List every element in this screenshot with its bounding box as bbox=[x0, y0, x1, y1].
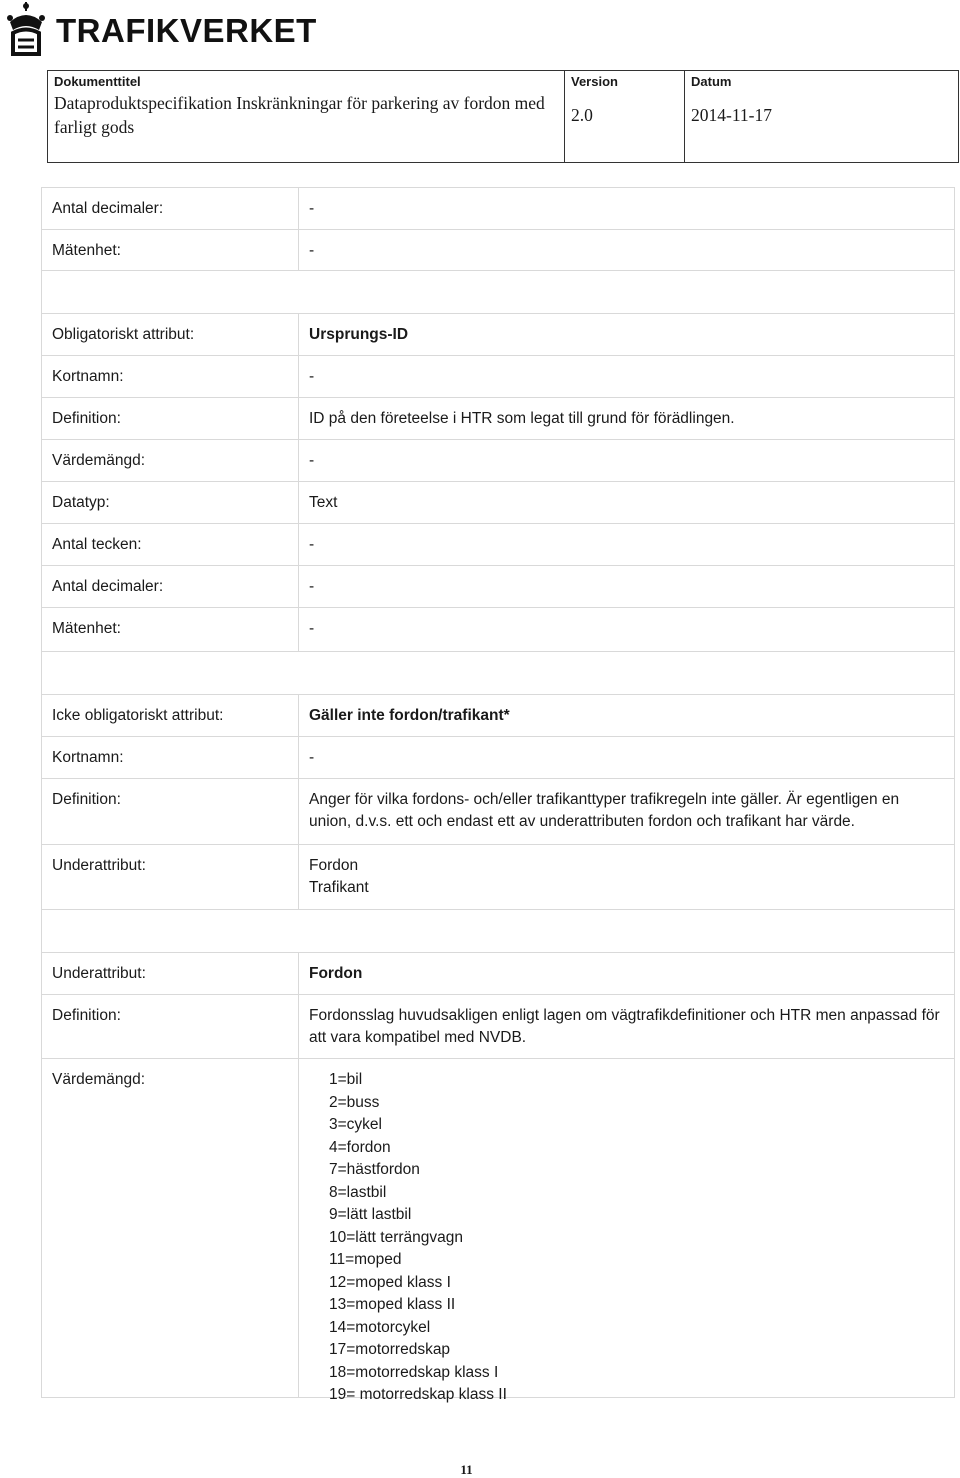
attribute-key: Kortnamn: bbox=[41, 355, 298, 397]
attribute-row bbox=[41, 736, 955, 778]
list-item: 3=cykel bbox=[329, 1116, 382, 1133]
attribute-key: Definition: bbox=[41, 397, 298, 439]
subattribute-fordon: Fordon bbox=[309, 857, 359, 874]
attribute-value: - bbox=[298, 565, 955, 607]
attribute-value bbox=[298, 844, 955, 910]
list-item: 18=motorredskap klass I bbox=[329, 1363, 499, 1381]
attribute-row bbox=[41, 1058, 955, 1403]
attribute-row bbox=[41, 439, 955, 481]
doc-title-cell bbox=[48, 71, 565, 162]
list-item: 11=moped bbox=[329, 1251, 402, 1268]
attribute-value: Text bbox=[298, 481, 955, 523]
attribute-key: Antal decimaler: bbox=[41, 187, 298, 229]
subattribute-trafikant: Trafikant bbox=[309, 879, 369, 896]
attribute-row bbox=[41, 565, 955, 607]
attribute-key: Värdemängd: bbox=[41, 439, 298, 481]
version-value: 2.0 bbox=[571, 105, 593, 125]
doc-title-label: Dokumenttitel bbox=[54, 74, 141, 89]
attribute-value: - bbox=[298, 229, 955, 271]
attribute-key: Antal tecken: bbox=[41, 523, 298, 565]
list-item: 19= motorredskap klass II bbox=[329, 1386, 507, 1403]
list-item: 10=lätt terrängvagn bbox=[329, 1228, 463, 1246]
list-item: 1=bil bbox=[329, 1071, 363, 1088]
date-value: 2014-11-17 bbox=[691, 105, 773, 125]
attribute-value: - bbox=[298, 736, 955, 778]
attribute-row bbox=[41, 607, 955, 652]
list-item: 14=motorcykel bbox=[329, 1318, 431, 1336]
attribute-row bbox=[41, 355, 955, 397]
attribute-key: Datatyp: bbox=[41, 481, 298, 523]
value-range-list bbox=[298, 1058, 955, 1403]
attribute-value: - bbox=[298, 355, 955, 397]
attribute-key: Mätenhet: bbox=[41, 229, 298, 271]
list-item: 13=moped klass II bbox=[329, 1296, 456, 1313]
attribute-row bbox=[41, 523, 955, 565]
attribute-key: Underattribut: bbox=[41, 844, 298, 910]
attribute-row bbox=[41, 187, 955, 229]
list-item: 2=buss bbox=[329, 1093, 380, 1111]
attribute-name: Ursprungs-ID bbox=[298, 313, 955, 355]
attribute-value: - bbox=[298, 607, 955, 652]
attribute-key: Värdemängd: bbox=[41, 1058, 298, 1398]
attribute-row bbox=[41, 313, 955, 355]
attribute-value: - bbox=[298, 439, 955, 481]
doc-title-value: Dataproduktspecifikation Inskränkningar för parkering av fordon med farligt gods bbox=[54, 93, 545, 137]
spacer-row bbox=[41, 271, 955, 313]
document-header-table bbox=[47, 70, 959, 163]
attribute-key: Obligatoriskt attribut: bbox=[41, 313, 298, 355]
attribute-row bbox=[41, 397, 955, 439]
trafikverket-logo bbox=[4, 0, 317, 56]
page-number: 11 bbox=[460, 1462, 473, 1477]
attribute-key: Definition: bbox=[41, 778, 298, 844]
list-item: 12=moped klass I bbox=[329, 1273, 451, 1291]
attribute-value: - bbox=[298, 187, 955, 229]
logo-text: TRAFIKVERKET bbox=[56, 12, 317, 49]
list-item: 17=motorredskap bbox=[329, 1341, 451, 1358]
attribute-row bbox=[41, 994, 955, 1058]
list-item: 9=lätt lastbil bbox=[329, 1206, 412, 1223]
spacer-row bbox=[41, 910, 955, 952]
attribute-row bbox=[41, 952, 955, 994]
attribute-row bbox=[41, 694, 955, 736]
attribute-row bbox=[41, 844, 955, 910]
list-item: 7=hästfordon bbox=[329, 1161, 420, 1178]
attribute-key: Kortnamn: bbox=[41, 736, 298, 778]
attribute-value: Fordonsslag huvudsakligen enligt lagen om vägtrafikdefinitioner och HTR men anpassad för att vara kompatibel med NVDB. bbox=[298, 994, 955, 1058]
attribute-value: Anger för vilka fordons- och/eller trafikanttyper trafikregeln inte gäller. Är egentligen en union, d.v.s. ett och endast ett av underattributen fordon och trafikant har värde. bbox=[298, 778, 955, 844]
attribute-key: Underattribut: bbox=[41, 952, 298, 994]
spacer-row bbox=[41, 652, 955, 694]
version-label: Version bbox=[571, 74, 618, 89]
attribute-row bbox=[41, 481, 955, 523]
attribute-value: ID på den företeelse i HTR som legat till grund för förädlingen. bbox=[298, 397, 955, 439]
attribute-row bbox=[41, 778, 955, 844]
attribute-key: Definition: bbox=[41, 994, 298, 1058]
crown-icon bbox=[4, 0, 48, 56]
attribute-row bbox=[41, 229, 955, 271]
attribute-name: Gäller inte fordon/trafikant* bbox=[298, 694, 955, 736]
attribute-name: Fordon bbox=[298, 952, 955, 994]
list-item: 4=fordon bbox=[329, 1138, 391, 1156]
date-cell bbox=[685, 71, 958, 162]
attribute-key: Mätenhet: bbox=[41, 607, 298, 652]
attribute-key: Antal decimaler: bbox=[41, 565, 298, 607]
version-cell bbox=[565, 71, 685, 162]
attribute-value: - bbox=[298, 523, 955, 565]
attribute-key: Icke obligatoriskt attribut: bbox=[41, 694, 298, 736]
date-label: Datum bbox=[691, 74, 732, 89]
list-item: 8=lastbil bbox=[329, 1183, 387, 1201]
